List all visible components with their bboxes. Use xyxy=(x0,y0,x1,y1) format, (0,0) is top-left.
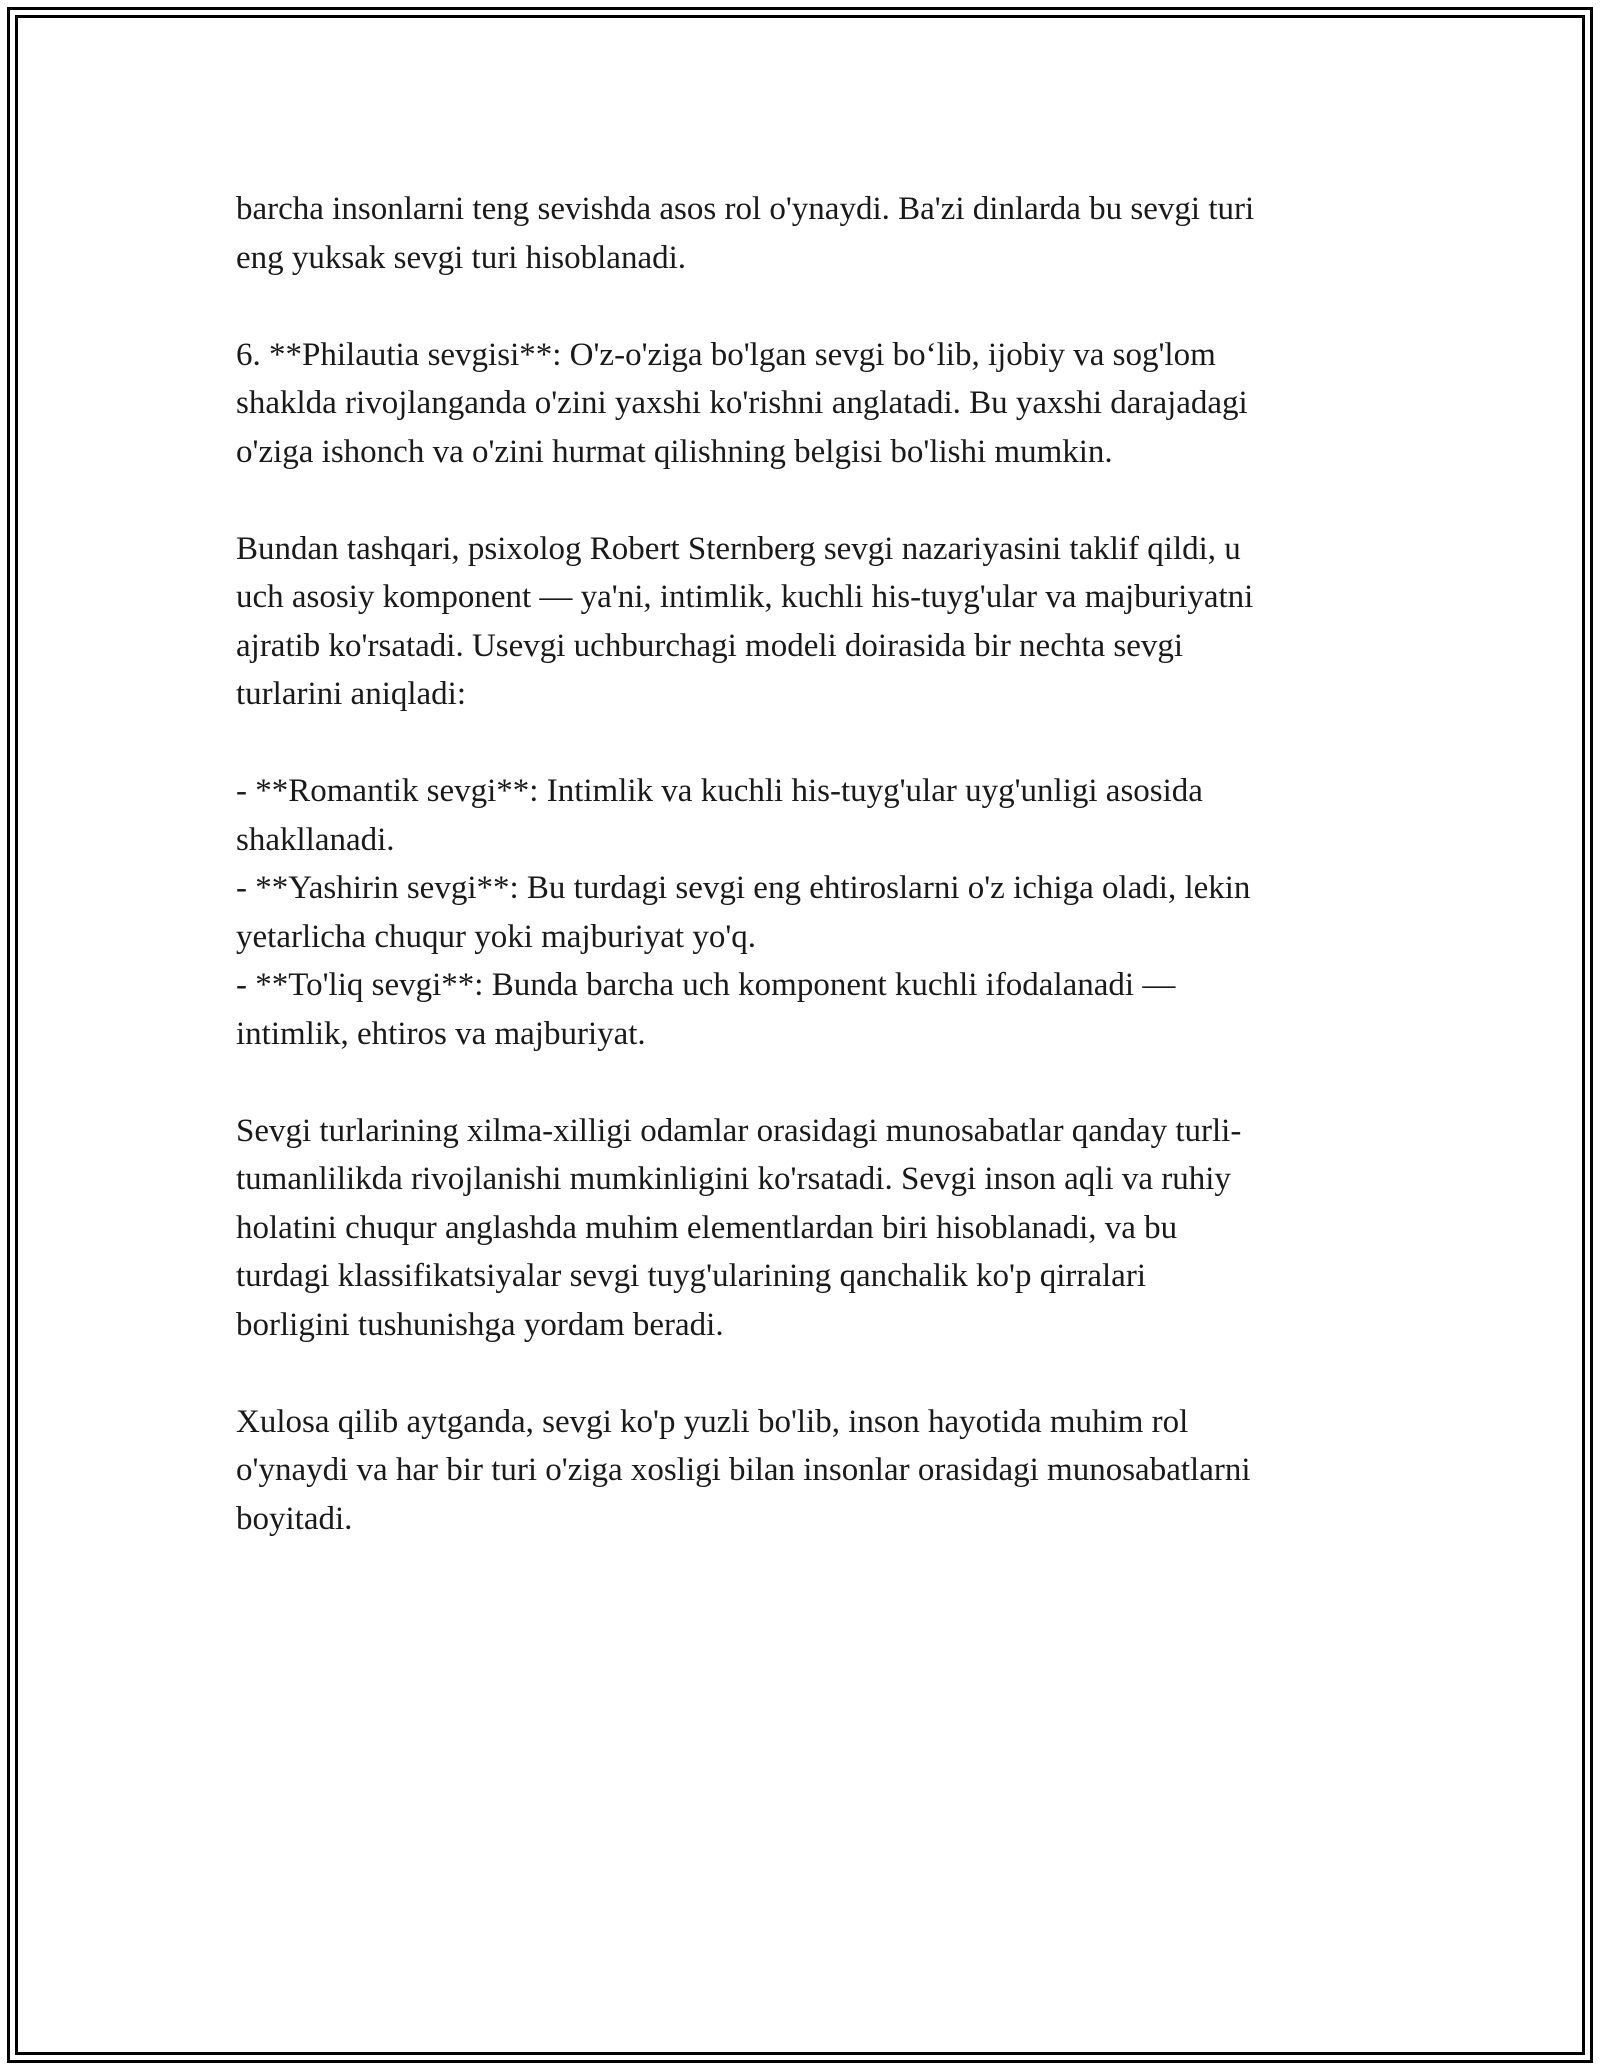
paragraph xyxy=(236,1107,1376,1350)
paragraph xyxy=(236,525,1376,719)
paragraph xyxy=(236,185,1376,282)
text-line: intimlik, ehtiros va majburiyat. xyxy=(236,1015,646,1052)
text-line: Xulosa qilib aytganda, sevgi ko'p yuzli bo'lib, inson hayotida muhim rol xyxy=(236,1403,1189,1440)
text-line: turdagi klassifikatsiyalar sevgi tuyg'ularining qanchalik ko'p qirralari xyxy=(236,1258,1146,1294)
text-line: barcha insonlarni teng sevishda asos rol o'ynaydi. Ba'zi dinlarda bu sevgi turi xyxy=(236,191,1255,227)
text-line: turlarini aniqladi: xyxy=(236,676,467,712)
text-line: ajratib ko'rsatadi. Usevgi uchburchagi modeli doirasida bir nechta sevgi xyxy=(236,627,1184,664)
text-line: o'ziga ishonch va o'zini hurmat qilishning belgisi bo'lishi mumkin. xyxy=(236,433,1113,470)
text-line: tumanlilikda rivojlanishi mumkinligini ko'rsatadi. Sevgi inson aqli va ruhiy xyxy=(236,1161,1231,1197)
paragraph-spacer xyxy=(236,1349,1376,1398)
document-body xyxy=(236,185,1376,1543)
text-line: shaklda rivojlanganda o'zini yaxshi ko'rishni anglatadi. Bu yaxshi darajadagi xyxy=(236,385,1248,421)
text-line: shakllanadi. xyxy=(236,821,395,858)
text-line: 6. **Philautia sevgisi**: O'z-o'ziga bo'lgan sevgi bo‘lib, ijobiy va sog'lom xyxy=(236,336,1216,373)
paragraph xyxy=(236,331,1376,477)
text-line: yetarlicha chuqur yoki majburiyat yo'q. xyxy=(236,918,757,955)
text-line: - **Yashirin sevgi**: Bu turdagi sevgi eng ehtiroslarni o'z ichiga oladi, lekin xyxy=(236,870,1251,906)
paragraph-spacer xyxy=(236,282,1376,331)
text-line: Bundan tashqari, psixolog Robert Sternberg sevgi nazariyasini taklif qildi, u xyxy=(236,530,1241,567)
text-line: o'ynaydi va har bir turi o'ziga xosligi bilan insonlar orasidagi munosabatlarni xyxy=(236,1452,1251,1488)
text-line: Sevgi turlarining xilma-xilligi odamlar orasidagi munosabatlar qanday turli- xyxy=(236,1112,1242,1149)
text-line: boyitadi. xyxy=(236,1500,353,1537)
text-line: - **To'liq sevgi**: Bunda barcha uch komponent kuchli ifodalanadi — xyxy=(236,967,1176,1003)
paragraph xyxy=(236,1398,1376,1544)
text-line: holatini chuqur anglashda muhim elementlardan biri hisoblanadi, va bu xyxy=(236,1209,1178,1246)
paragraph-spacer xyxy=(236,719,1376,768)
text-line: borligini tushunishga yordam beradi. xyxy=(236,1306,724,1343)
text-line: eng yuksak sevgi turi hisoblanadi. xyxy=(236,239,687,276)
paragraph xyxy=(236,767,1376,1058)
text-line: uch asosiy komponent — ya'ni, intimlik, kuchli his-tuyg'ular va majburiyatni xyxy=(236,579,1254,615)
text-line: - **Romantik sevgi**: Intimlik va kuchli his-tuyg'ular uyg'unligi asosida xyxy=(236,773,1203,809)
paragraph-spacer xyxy=(236,476,1376,525)
paragraph-spacer xyxy=(236,1058,1376,1107)
